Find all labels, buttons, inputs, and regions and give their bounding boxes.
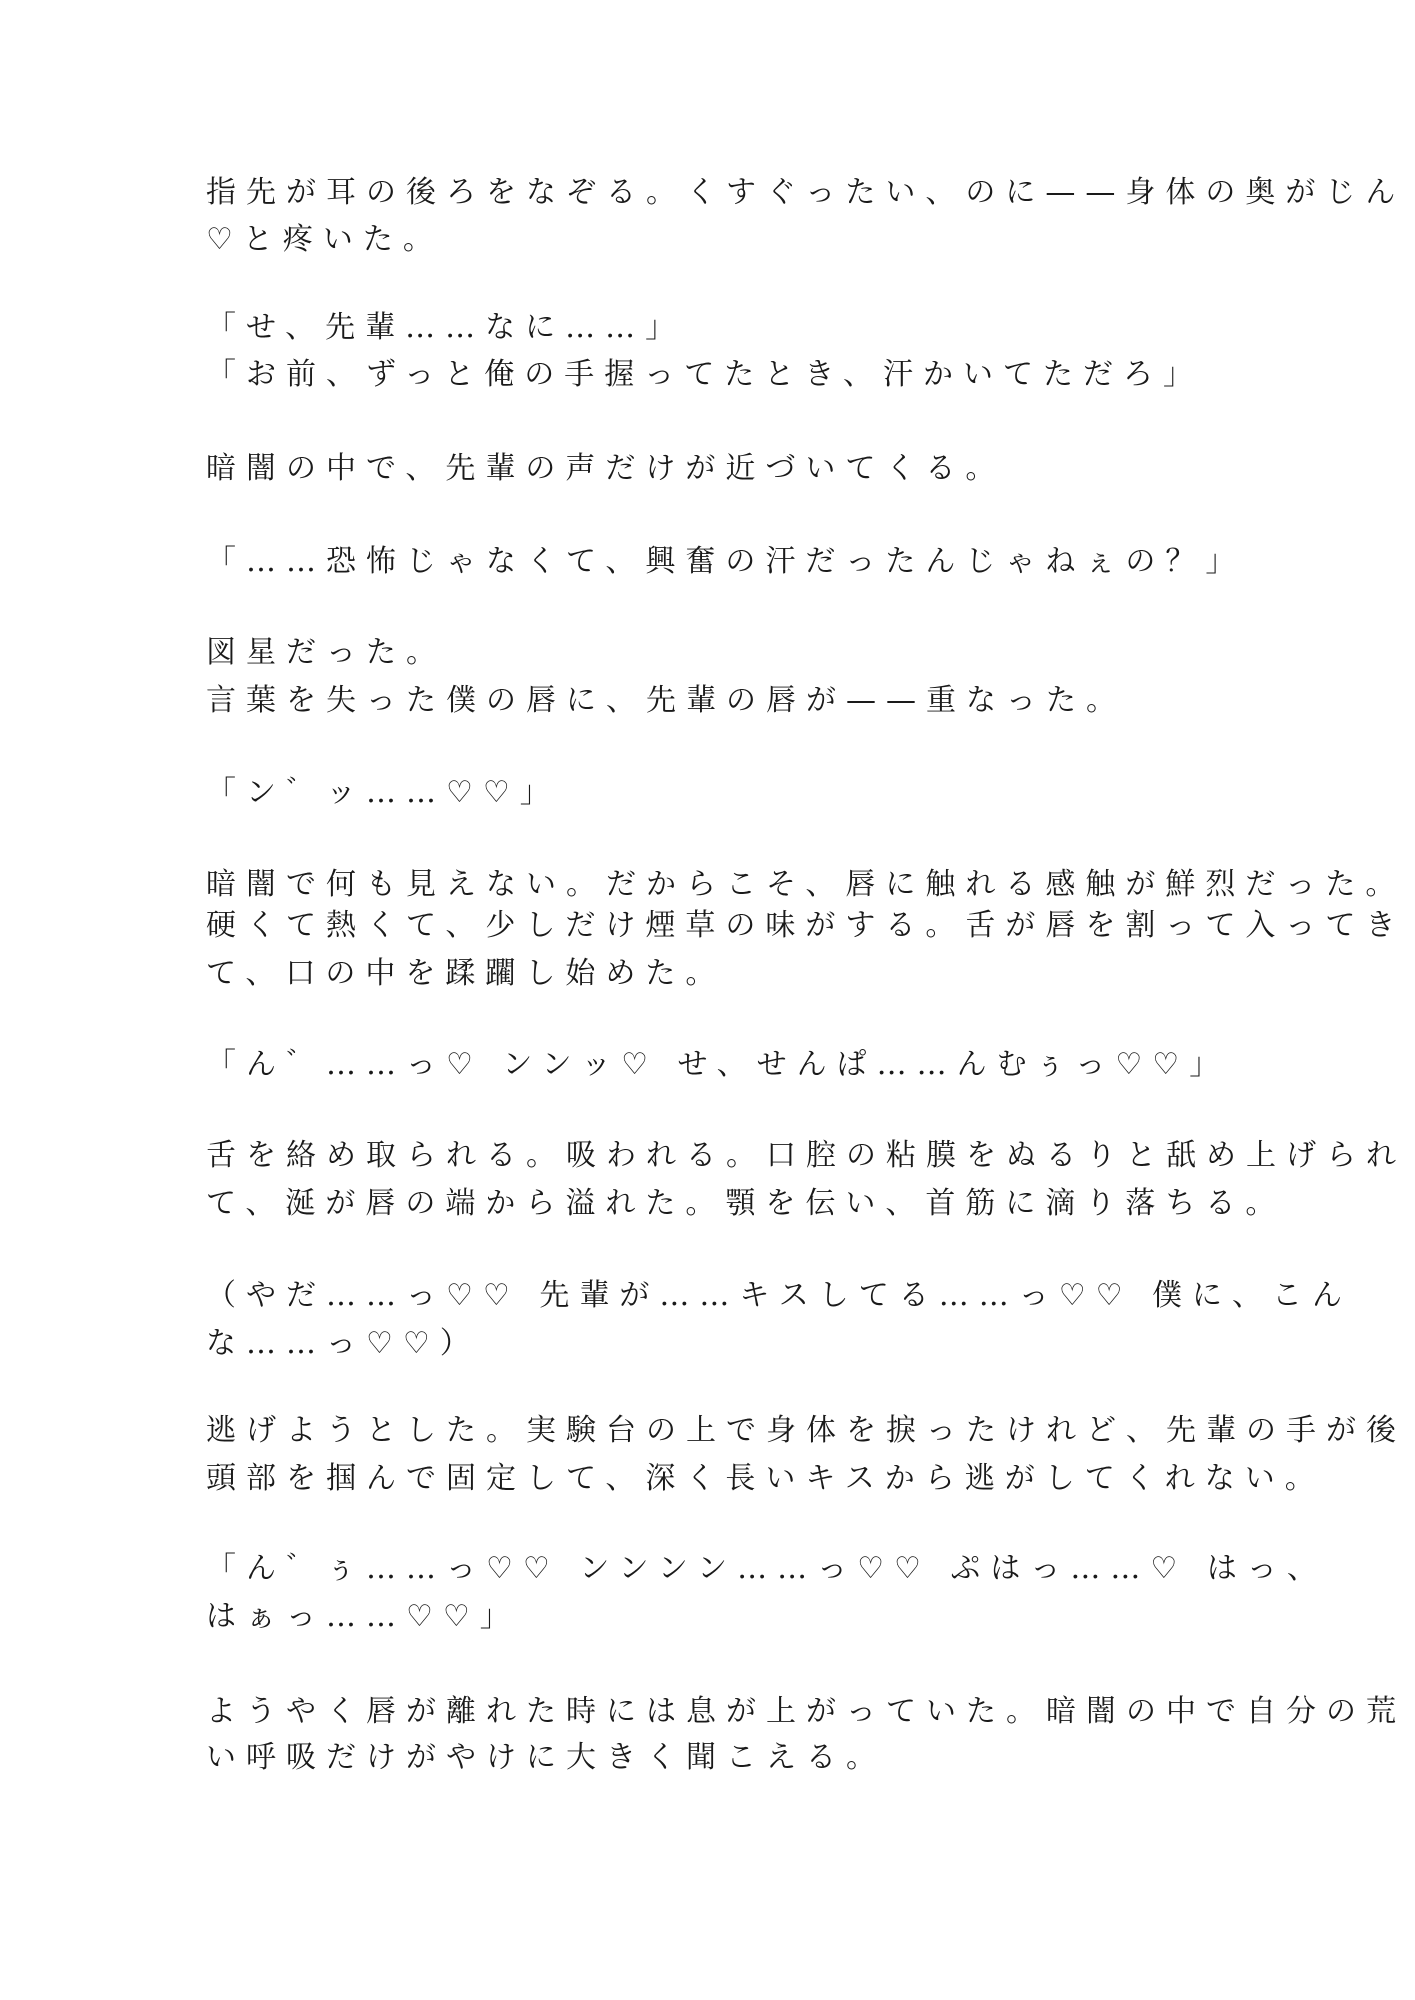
text-line: 暗闇の中で、先輩の声だけが近づいてくる。 — [206, 451, 1006, 486]
text-line: 図星だった。 — [206, 635, 446, 670]
text-line: 舌を絡め取られる。吸われる。口腔の粘膜をぬるりと舐め上げられ — [206, 1138, 1406, 1173]
text-line: て、涎が唇の端から溢れた。顎を伝い、首筋に滴り落ちる。 — [206, 1186, 1286, 1221]
thought-line: な……っ♡♡） — [206, 1326, 480, 1361]
text-line: 逃げようとした。実験台の上で身体を捩ったけれど、先輩の手が後 — [206, 1413, 1406, 1448]
thought-line: （やだ……っ♡♡ 先輩が……キスしてる……っ♡♡ 僕に、こん — [206, 1278, 1353, 1313]
text-line: ♡と疼いた。 — [206, 222, 443, 257]
text-line: 硬くて熱くて、少しだけ煙草の味がする。舌が唇を割って入ってき — [206, 908, 1406, 943]
dialogue-line: 「せ、先輩……なに……」 — [206, 310, 686, 345]
dialogue-line: 「お前、ずっと俺の手握ってたとき、汗かいてただろ」 — [206, 357, 1203, 392]
text-line: い呼吸だけがやけに大きく聞こえる。 — [206, 1740, 886, 1775]
text-line: ようやく唇が離れた時には息が上がっていた。暗闇の中で自分の荒 — [206, 1694, 1406, 1729]
dialogue-line: はぁっ……♡♡」 — [206, 1599, 520, 1634]
text-line: 頭部を掴んで固定して、深く長いキスから逃がしてくれない。 — [206, 1461, 1325, 1496]
text-line: 指先が耳の後ろをなぞる。くすぐったい、のに——身体の奥がじん — [206, 175, 1406, 210]
dialogue-line: 「ん゛ぅ……っ♡♡ ンンンン……っ♡♡ ぷはっ……♡ はっ、 — [206, 1551, 1327, 1586]
text-line: 暗闇で何も見えない。だからこそ、唇に触れる感触が鮮烈だった。 — [206, 867, 1406, 902]
dialogue-line: 「ん゛……っ♡ ンンッ♡ せ、せんぱ……んむぅっ♡♡」 — [206, 1047, 1230, 1082]
text-line: 言葉を失った僕の唇に、先輩の唇が——重なった。 — [206, 683, 1126, 718]
text-line: て、口の中を蹂躙し始めた。 — [206, 956, 726, 991]
dialogue-line: 「ン゛ッ……♡♡」 — [206, 775, 560, 810]
dialogue-line: 「……恐怖じゃなくて、興奮の汗だったんじゃねぇの？」 — [206, 544, 1246, 579]
